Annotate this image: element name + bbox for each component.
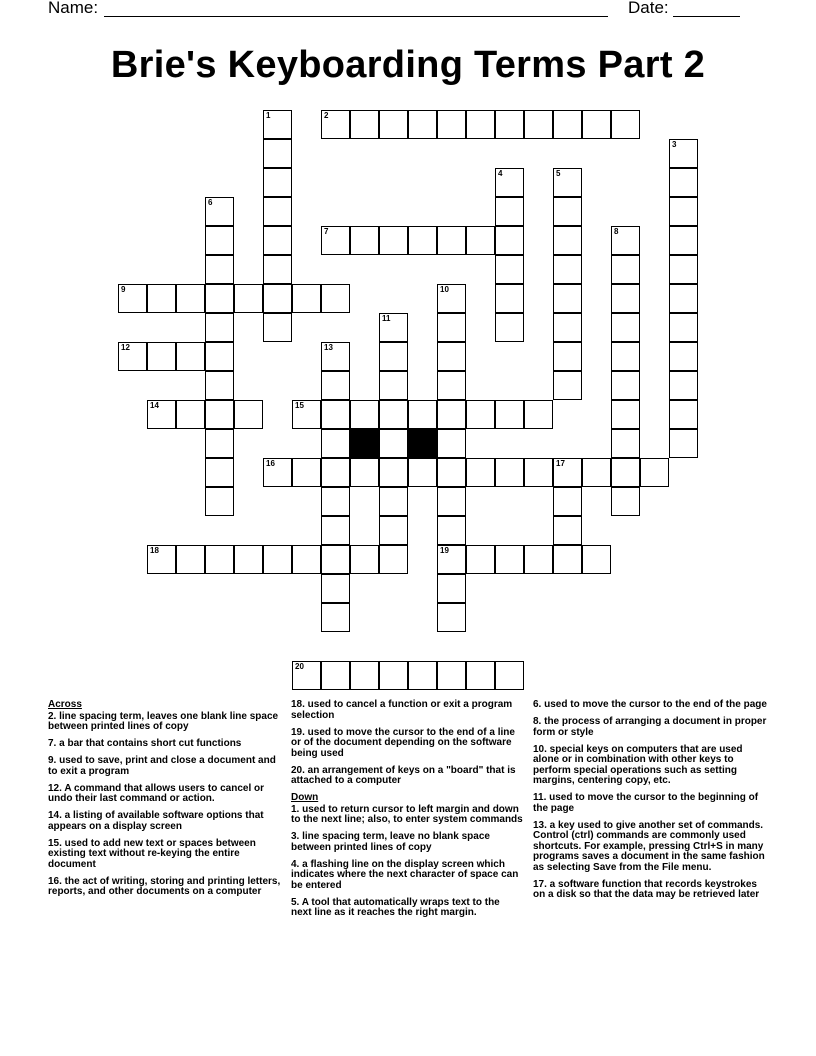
clue-item: [291, 766, 523, 787]
clue-number: 20.: [291, 764, 305, 776]
grid-cell[interactable]: [495, 661, 524, 690]
grid-cell[interactable]: [495, 284, 524, 313]
clues-column-1: [48, 700, 284, 904]
clue-number: 13.: [533, 819, 547, 831]
down-heading: Down: [291, 792, 319, 803]
cell-number: 1: [266, 111, 271, 120]
grid-cell[interactable]: [379, 371, 408, 400]
clue-item: [48, 712, 284, 733]
grid-cell[interactable]: [495, 458, 524, 487]
grid-cell[interactable]: [437, 284, 466, 313]
grid-cell[interactable]: [205, 487, 234, 516]
grid-cell[interactable]: [553, 545, 582, 574]
clue-item: [533, 793, 769, 814]
grid-cell[interactable]: [321, 371, 350, 400]
grid-cell[interactable]: [437, 545, 466, 574]
grid-cell[interactable]: [669, 429, 698, 458]
grid-cell[interactable]: [611, 226, 640, 255]
grid-cell[interactable]: [205, 342, 234, 371]
grid-cell[interactable]: [437, 603, 466, 632]
grid-block: [408, 429, 437, 458]
grid-cell[interactable]: [669, 313, 698, 342]
grid-cell[interactable]: [408, 110, 437, 139]
grid-cell[interactable]: [437, 400, 466, 429]
clue-item: [533, 700, 769, 711]
grid-cell[interactable]: [205, 226, 234, 255]
clue-text: line spacing term, leaves one blank line space between printed lines of copy: [48, 710, 279, 732]
clue-text: used to return cursor to left margin and down to the next line; also, to enter system commands: [291, 803, 523, 825]
grid-cell[interactable]: [379, 342, 408, 371]
grid-cell[interactable]: [582, 545, 611, 574]
clue-text: a software function that records keystrokes on a disk so that the data may be retrieved later: [533, 878, 760, 900]
clue-text: used to add new text or spaces between existing text without re-keying the entire document: [48, 837, 256, 870]
grid-cell[interactable]: [350, 400, 379, 429]
grid-cell[interactable]: [495, 255, 524, 284]
grid-cell[interactable]: [611, 487, 640, 516]
cell-number: 13: [324, 343, 333, 352]
grid-cell[interactable]: [321, 516, 350, 545]
grid-cell[interactable]: [321, 110, 350, 139]
grid-cell[interactable]: [234, 400, 263, 429]
clue-item: [291, 832, 523, 853]
grid-cell[interactable]: [437, 371, 466, 400]
clue-number: 17.: [533, 878, 547, 890]
grid-cell[interactable]: [234, 545, 263, 574]
grid-cell[interactable]: [205, 429, 234, 458]
grid-cell[interactable]: [553, 110, 582, 139]
cell-number: 14: [150, 401, 159, 410]
grid-cell[interactable]: [379, 429, 408, 458]
clue-text: used to move the cursor to the end of the page: [541, 699, 767, 710]
clue-text: used to save, print and close a document and to exit a program: [48, 755, 276, 777]
clue-text: a key used to give another set of commands. Control (ctrl) commands are commonly used shortcuts. For example, pressing Ctrl+S in many programs saves a document in the same fashion as selecting Save from the File menu.: [533, 819, 765, 873]
grid-cell[interactable]: [611, 371, 640, 400]
clue-text: A tool that automatically wraps text to the next line as it reaches the right margin.: [291, 896, 500, 918]
grid-cell[interactable]: [205, 197, 234, 226]
grid-cell[interactable]: [669, 226, 698, 255]
grid-block: [350, 429, 379, 458]
grid-cell[interactable]: [466, 458, 495, 487]
grid-cell[interactable]: [495, 226, 524, 255]
clue-number: 18.: [291, 699, 305, 710]
clue-text: A command that allows users to cancel or undo their last command or action.: [48, 782, 264, 804]
grid-cell[interactable]: [263, 139, 292, 168]
clue-item: [48, 784, 284, 805]
name-label: Name:: [48, 0, 99, 17]
grid-cell[interactable]: [379, 110, 408, 139]
grid-cell[interactable]: [611, 342, 640, 371]
cell-number: 17: [556, 459, 565, 468]
clue-number: 7.: [48, 738, 57, 749]
puzzle-title: Brie's Keyboarding Terms Part 2: [110, 44, 706, 86]
grid-cell[interactable]: [495, 168, 524, 197]
grid-cell[interactable]: [466, 661, 495, 690]
grid-cell[interactable]: [176, 284, 205, 313]
cell-number: 8: [614, 227, 619, 236]
grid-cell[interactable]: [263, 197, 292, 226]
grid-cell[interactable]: [234, 284, 263, 313]
grid-cell[interactable]: [147, 342, 176, 371]
grid-cell[interactable]: [553, 197, 582, 226]
grid-cell[interactable]: [263, 110, 292, 139]
clue-item: [48, 877, 284, 898]
grid-cell[interactable]: [669, 284, 698, 313]
clue-number: 15.: [48, 837, 62, 849]
clue-number: 3.: [291, 831, 300, 842]
grid-cell[interactable]: [350, 226, 379, 255]
grid-cell[interactable]: [669, 371, 698, 400]
grid-cell[interactable]: [553, 226, 582, 255]
clue-text: used to move the cursor to the end of a line or of the document depending on the software being used: [291, 726, 515, 759]
grid-cell[interactable]: [321, 429, 350, 458]
clue-item: [48, 739, 284, 750]
grid-cell[interactable]: [292, 458, 321, 487]
grid-cell[interactable]: [553, 284, 582, 313]
clue-number: 10.: [533, 743, 547, 755]
grid-cell[interactable]: [350, 110, 379, 139]
grid-cell[interactable]: [553, 313, 582, 342]
grid-cell[interactable]: [437, 458, 466, 487]
grid-cell[interactable]: [292, 545, 321, 574]
grid-cell[interactable]: [321, 545, 350, 574]
cell-number: 16: [266, 459, 275, 468]
grid-cell[interactable]: [205, 400, 234, 429]
clue-number: 14.: [48, 810, 62, 821]
grid-cell[interactable]: [350, 545, 379, 574]
grid-cell[interactable]: [553, 487, 582, 516]
grid-cell[interactable]: [466, 400, 495, 429]
grid-cell[interactable]: [321, 342, 350, 371]
cell-number: 5: [556, 169, 561, 178]
grid-cell[interactable]: [263, 545, 292, 574]
grid-cell[interactable]: [350, 661, 379, 690]
grid-cell[interactable]: [495, 110, 524, 139]
date-label: Date:: [628, 0, 669, 17]
clue-number: 16.: [48, 875, 62, 887]
grid-cell[interactable]: [466, 226, 495, 255]
grid-cell[interactable]: [669, 139, 698, 168]
grid-cell[interactable]: [437, 574, 466, 603]
grid-cell[interactable]: [147, 400, 176, 429]
grid-cell[interactable]: [524, 458, 553, 487]
grid-cell[interactable]: [669, 255, 698, 284]
grid-cell[interactable]: [118, 284, 147, 313]
clue-text: an arrangement of keys on a "board" that is attached to a computer: [291, 764, 516, 786]
clue-item: [291, 860, 523, 892]
grid-cell[interactable]: [379, 487, 408, 516]
grid-cell[interactable]: [611, 313, 640, 342]
grid-cell[interactable]: [408, 400, 437, 429]
grid-cell[interactable]: [640, 458, 669, 487]
clue-number: 2.: [48, 710, 57, 722]
clue-number: 8.: [533, 716, 542, 727]
grid-cell[interactable]: [495, 313, 524, 342]
clue-item: [291, 728, 523, 760]
grid-cell[interactable]: [611, 255, 640, 284]
grid-cell[interactable]: [379, 516, 408, 545]
clue-item: [48, 839, 284, 871]
grid-cell[interactable]: [611, 284, 640, 313]
clue-number: 19.: [291, 726, 305, 738]
grid-cell[interactable]: [495, 197, 524, 226]
clue-item: [533, 821, 769, 874]
clue-text: a listing of available software options that appears on a display screen: [48, 810, 264, 832]
grid-cell[interactable]: [205, 313, 234, 342]
grid-cell[interactable]: [321, 487, 350, 516]
grid-cell[interactable]: [437, 516, 466, 545]
grid-cell[interactable]: [553, 255, 582, 284]
grid-cell[interactable]: [524, 545, 553, 574]
grid-cell[interactable]: [379, 458, 408, 487]
clue-number: 12.: [48, 782, 62, 794]
cell-number: 3: [672, 140, 677, 149]
clue-text: a flashing line on the display screen which indicates where the next character of space can be entered: [291, 858, 519, 891]
grid-cell[interactable]: [611, 110, 640, 139]
clue-item: [291, 700, 523, 721]
grid-cell[interactable]: [205, 458, 234, 487]
cell-number: 15: [295, 401, 304, 410]
grid-cell[interactable]: [553, 458, 582, 487]
grid-cell[interactable]: [408, 226, 437, 255]
grid-cell[interactable]: [524, 110, 553, 139]
grid-cell[interactable]: [379, 545, 408, 574]
clue-number: 6.: [533, 699, 542, 710]
grid-cell[interactable]: [321, 458, 350, 487]
clue-text: line spacing term, leave no blank space between printed lines of copy: [291, 831, 490, 853]
grid-cell[interactable]: [437, 226, 466, 255]
grid-cell[interactable]: [147, 545, 176, 574]
grid-cell[interactable]: [350, 458, 379, 487]
clue-item: [533, 745, 769, 787]
clue-number: 1.: [291, 803, 300, 815]
cell-number: 19: [440, 546, 449, 555]
clues-column-2: [291, 700, 523, 925]
grid-cell[interactable]: [379, 313, 408, 342]
cell-number: 7: [324, 227, 329, 236]
grid-cell[interactable]: [553, 516, 582, 545]
grid-cell[interactable]: [669, 400, 698, 429]
grid-cell[interactable]: [669, 168, 698, 197]
grid-cell[interactable]: [437, 110, 466, 139]
grid-cell[interactable]: [321, 400, 350, 429]
grid-cell[interactable]: [176, 342, 205, 371]
clues-column-3: [533, 700, 769, 907]
grid-cell[interactable]: [118, 342, 147, 371]
clue-number: 11.: [533, 792, 547, 803]
grid-cell[interactable]: [408, 458, 437, 487]
grid-cell[interactable]: [205, 284, 234, 313]
grid-cell[interactable]: [437, 342, 466, 371]
clue-number: 9.: [48, 755, 57, 766]
grid-cell[interactable]: [553, 342, 582, 371]
grid-cell[interactable]: [379, 661, 408, 690]
cell-number: 10: [440, 285, 449, 294]
grid-cell[interactable]: [263, 284, 292, 313]
grid-cell[interactable]: [553, 371, 582, 400]
grid-cell[interactable]: [553, 168, 582, 197]
grid-cell[interactable]: [321, 284, 350, 313]
grid-cell[interactable]: [524, 400, 553, 429]
clue-item: [533, 717, 769, 738]
clue-item: [291, 805, 523, 826]
clue-text: the process of arranging a document in proper form or style: [533, 716, 767, 738]
cell-number: 4: [498, 169, 503, 178]
grid-cell[interactable]: [321, 226, 350, 255]
cell-number: 20: [295, 662, 304, 671]
grid-cell[interactable]: [466, 110, 495, 139]
grid-cell[interactable]: [176, 545, 205, 574]
grid-cell[interactable]: [292, 661, 321, 690]
grid-cell[interactable]: [263, 313, 292, 342]
clue-text: a bar that contains short cut functions: [56, 738, 242, 749]
grid-cell[interactable]: [408, 661, 437, 690]
cell-number: 12: [121, 343, 130, 352]
grid-cell[interactable]: [611, 429, 640, 458]
clue-number: 4.: [291, 858, 300, 870]
grid-cell[interactable]: [379, 226, 408, 255]
cell-number: 18: [150, 546, 159, 555]
grid-cell[interactable]: [292, 284, 321, 313]
cell-number: 2: [324, 111, 329, 120]
clue-item: [48, 811, 284, 832]
grid-cell[interactable]: [263, 226, 292, 255]
grid-cell[interactable]: [263, 458, 292, 487]
clue-text: the act of writing, storing and printing letters, reports, and other documents on a computer: [48, 875, 281, 897]
grid-cell[interactable]: [263, 168, 292, 197]
grid-cell[interactable]: [321, 574, 350, 603]
grid-cell[interactable]: [437, 429, 466, 458]
grid-cell[interactable]: [205, 545, 234, 574]
clue-item: [533, 880, 769, 901]
grid-cell[interactable]: [611, 400, 640, 429]
grid-cell[interactable]: [147, 284, 176, 313]
grid-cell[interactable]: [582, 110, 611, 139]
grid-cell[interactable]: [437, 313, 466, 342]
grid-cell[interactable]: [205, 255, 234, 284]
grid-cell[interactable]: [263, 255, 292, 284]
clue-text: special keys on computers that are used alone or in combination with other keys to perform special operations such as setting margins, centering copy, etc.: [533, 743, 743, 786]
grid-cell[interactable]: [669, 342, 698, 371]
grid-cell[interactable]: [205, 371, 234, 400]
grid-cell[interactable]: [437, 487, 466, 516]
grid-cell[interactable]: [176, 400, 205, 429]
grid-cell[interactable]: [611, 458, 640, 487]
cell-number: 11: [382, 314, 391, 323]
grid-cell[interactable]: [379, 400, 408, 429]
grid-cell[interactable]: [321, 603, 350, 632]
grid-cell[interactable]: [582, 458, 611, 487]
grid-cell[interactable]: [466, 545, 495, 574]
cell-number: 9: [121, 285, 126, 294]
grid-cell[interactable]: [669, 197, 698, 226]
clue-text: used to move the cursor to the beginning of the page: [533, 792, 759, 814]
grid-cell[interactable]: [437, 661, 466, 690]
grid-cell[interactable]: [292, 400, 321, 429]
across-heading: Across: [48, 699, 82, 710]
clue-number: 5.: [291, 896, 300, 908]
grid-cell[interactable]: [495, 545, 524, 574]
grid-cell[interactable]: [321, 661, 350, 690]
clue-item: [291, 898, 523, 919]
clue-item: [48, 756, 284, 777]
cell-number: 6: [208, 198, 213, 207]
clue-text: used to cancel a function or exit a program selection: [291, 699, 513, 721]
grid-cell[interactable]: [495, 400, 524, 429]
